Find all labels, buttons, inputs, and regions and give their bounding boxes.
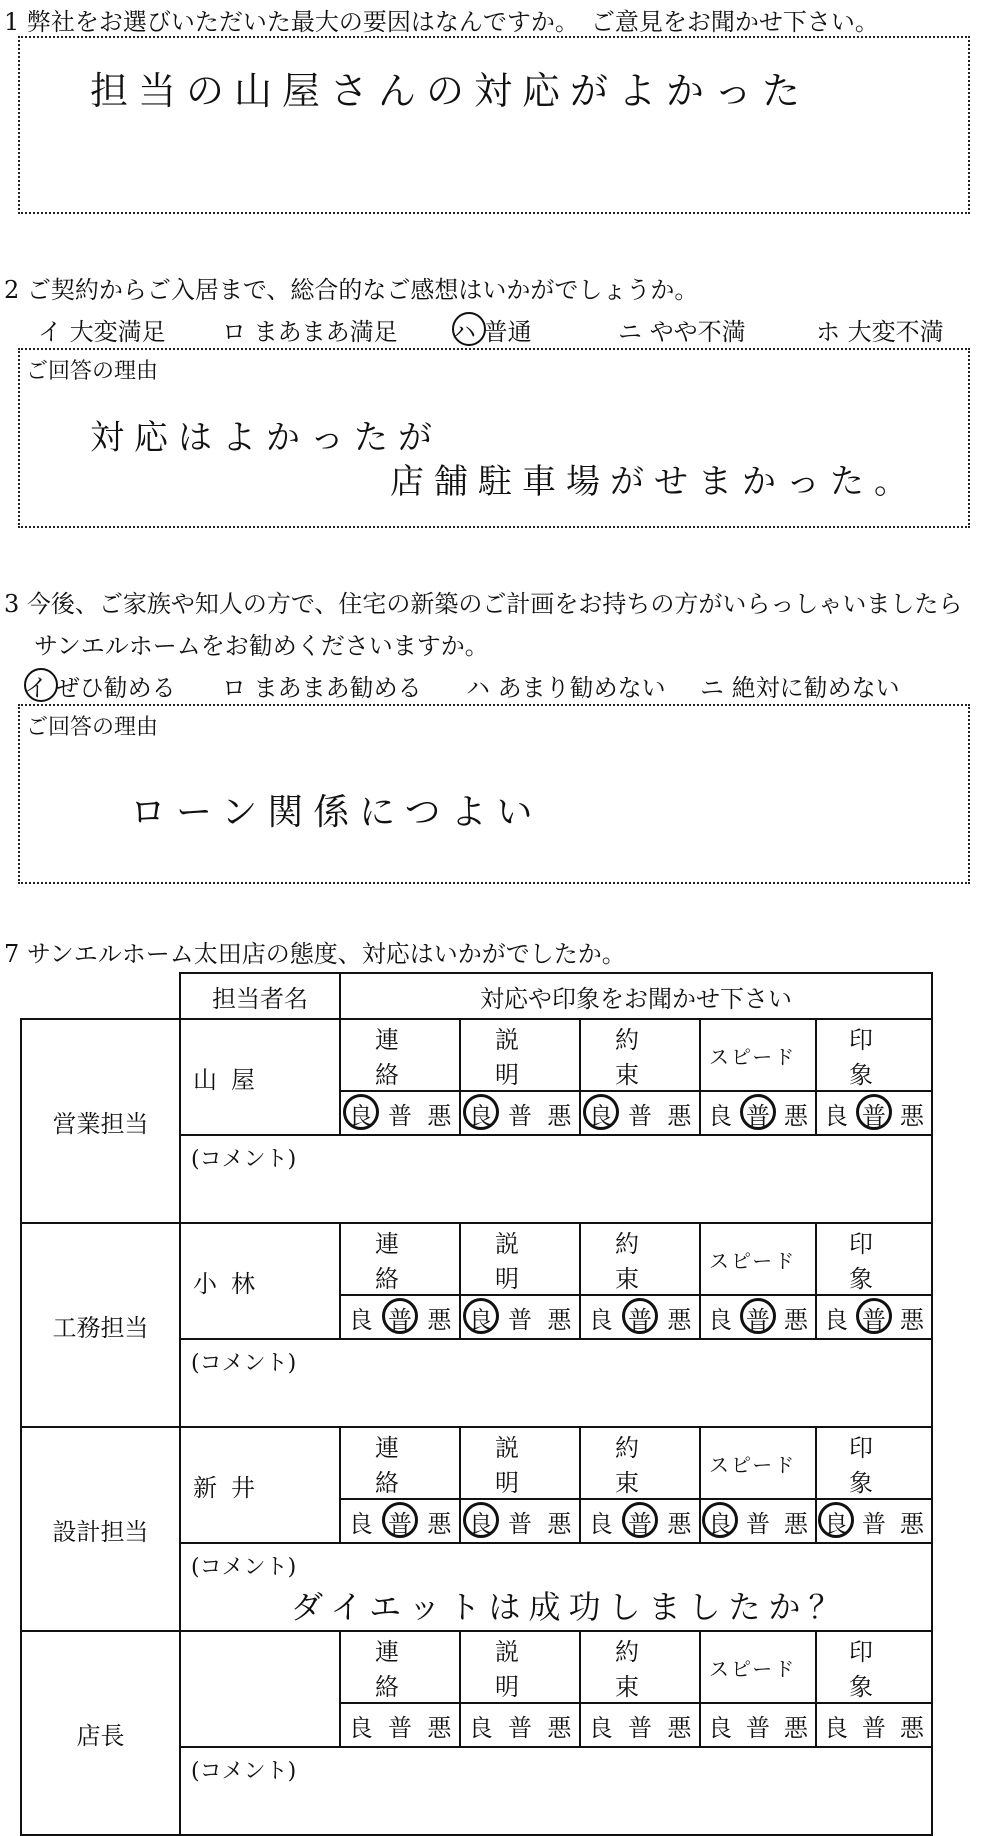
criterion-label: 説明 (495, 1638, 553, 1701)
q7-header-eval: 対応や印象をお聞かせ下さい (340, 973, 932, 1019)
q7-rating-sales-3[interactable] (700, 1091, 816, 1135)
q7-rating-construction-2[interactable] (580, 1295, 700, 1339)
rating-good[interactable]: 良 (588, 1713, 613, 1742)
criterion-label: 約束 (615, 1230, 673, 1293)
q2-reason-line2: 店舗駐車場がせまかった。 (390, 462, 918, 502)
criterion-label: 連絡 (375, 1638, 433, 1701)
q2-option-2[interactable]: ハ 普通 (452, 318, 532, 346)
criterion-label: 連絡 (375, 1230, 433, 1293)
rating-bad[interactable]: 悪 (667, 1101, 692, 1130)
rating-good[interactable]: 良 (708, 1713, 732, 1742)
rating-good[interactable]: 良 (708, 1101, 732, 1130)
q2-option-1[interactable]: ロ まあまあ満足 (222, 318, 398, 346)
rating-bad[interactable]: 悪 (784, 1509, 808, 1538)
rating-good[interactable]: 良 (588, 1305, 613, 1334)
q7-criterion-construction-0 (340, 1223, 460, 1295)
q7-person-design: 新井 (180, 1427, 340, 1543)
q7-criterion-construction-4 (816, 1223, 932, 1295)
q7-evaluation-table (20, 972, 933, 1836)
q7-rating-sales-1[interactable] (460, 1091, 580, 1135)
rating-normal[interactable]: 普 (862, 1713, 886, 1742)
criterion-label: スピード (709, 1656, 797, 1681)
rating-good[interactable]: 良 (348, 1509, 373, 1538)
q3-option-1[interactable]: ロ まあまあ勧める (222, 674, 422, 702)
q7-rating-manager-4[interactable] (816, 1703, 932, 1747)
q2-selected-circle (452, 312, 486, 346)
q2-question: 2 ご契約からご入居まで、総合的なご感想はいかがでしょうか。 (4, 276, 699, 304)
q7-criterion-manager-3 (700, 1631, 816, 1703)
q3-question-line1: 3 今後、ご家族や知人の方で、住宅の新築のご計画をお持ちの方がいらっしゃいましたら (4, 590, 963, 618)
rating-normal[interactable]: 普 (507, 1305, 532, 1334)
q7-criterion-design-0 (340, 1427, 460, 1499)
comment-label: (コメント) (191, 1759, 297, 1784)
rating-good[interactable]: 良 (824, 1713, 848, 1742)
criterion-label: 印象 (849, 1434, 907, 1497)
q7-person-manager (180, 1631, 340, 1747)
rating-good[interactable]: 良 (466, 1300, 496, 1335)
q7-criterion-manager-4 (816, 1631, 932, 1703)
q7-criterion-manager-1 (460, 1631, 580, 1703)
comment-label: (コメント) (191, 1555, 297, 1580)
rating-bad[interactable]: 悪 (667, 1713, 692, 1742)
rating-bad[interactable]: 悪 (547, 1509, 572, 1538)
q7-criterion-manager-2 (580, 1631, 700, 1703)
rating-normal[interactable]: 普 (625, 1300, 655, 1335)
q7-header-person: 担当者名 (180, 973, 340, 1019)
q7-criterion-sales-4 (816, 1019, 932, 1091)
comment-text: ダイエットは成功しましたか？ (291, 1588, 849, 1626)
rating-normal[interactable]: 普 (627, 1101, 652, 1130)
rating-bad[interactable]: 悪 (784, 1305, 808, 1334)
criterion-label: 約束 (615, 1026, 673, 1089)
q3-question-line2: サンエルホームをお勧めくださいますか。 (34, 632, 489, 660)
rating-normal[interactable]: 普 (385, 1504, 415, 1539)
rating-good[interactable]: 良 (588, 1509, 613, 1538)
criterion-label: スピード (709, 1044, 797, 1069)
q3-reason-label: ご回答の理由 (26, 715, 159, 740)
criterion-label: スピード (709, 1452, 797, 1477)
rating-good[interactable]: 良 (468, 1713, 493, 1742)
criterion-label: 説明 (495, 1026, 553, 1089)
rating-good[interactable]: 良 (708, 1305, 732, 1334)
rating-bad[interactable]: 悪 (547, 1101, 572, 1130)
q7-criterion-construction-2 (580, 1223, 700, 1295)
rating-normal[interactable]: 普 (385, 1300, 415, 1335)
q7-criterion-sales-3 (700, 1019, 816, 1091)
q7-person-sales: 山屋 (180, 1019, 340, 1135)
q3-option-2[interactable]: ハ あまり勧めない (466, 674, 666, 702)
rating-bad[interactable]: 悪 (900, 1509, 924, 1538)
q7-rating-design-1[interactable] (460, 1499, 580, 1543)
rating-bad[interactable]: 悪 (427, 1305, 452, 1334)
rating-normal[interactable]: 普 (862, 1509, 886, 1538)
q7-rating-construction-0[interactable] (340, 1295, 460, 1339)
rating-good[interactable]: 良 (824, 1101, 848, 1130)
q1-question: 1 弊社をお選びいただいた最大の要因はなんですか。 ご意見をお聞かせ下さい。 (4, 8, 879, 36)
rating-bad[interactable]: 悪 (900, 1305, 924, 1334)
criterion-label: 約束 (615, 1434, 673, 1497)
rating-good[interactable]: 良 (346, 1096, 376, 1131)
q7-rating-manager-2[interactable] (580, 1703, 700, 1747)
q7-rating-sales-2[interactable] (580, 1091, 700, 1135)
q7-criterion-construction-3 (700, 1223, 816, 1295)
criterion-label: 説明 (495, 1434, 553, 1497)
q7-category-sales: 営業担当 (21, 1019, 180, 1223)
q7-criterion-design-2 (580, 1427, 700, 1499)
q7-criterion-design-3 (700, 1427, 816, 1499)
rating-bad[interactable]: 悪 (427, 1509, 452, 1538)
rating-normal[interactable]: 普 (625, 1504, 655, 1539)
q7-criterion-design-1 (460, 1427, 580, 1499)
q7-rating-construction-3[interactable] (700, 1295, 816, 1339)
q7-rating-sales-0[interactable] (340, 1091, 460, 1135)
q3-option-0[interactable]: イ ぜひ勧める (24, 674, 176, 702)
rating-good[interactable]: 良 (586, 1096, 616, 1131)
rating-normal[interactable]: 普 (627, 1713, 652, 1742)
criterion-label: 連絡 (375, 1434, 433, 1497)
rating-good[interactable]: 良 (705, 1504, 735, 1539)
q7-criterion-sales-1 (460, 1019, 580, 1091)
rating-good[interactable]: 良 (466, 1504, 496, 1539)
q7-rating-sales-4[interactable] (816, 1091, 932, 1135)
q7-rating-manager-0[interactable] (340, 1703, 460, 1747)
q7-rating-design-2[interactable] (580, 1499, 700, 1543)
q7-criterion-design-4 (816, 1427, 932, 1499)
rating-normal[interactable]: 普 (743, 1300, 773, 1335)
rating-bad[interactable]: 悪 (784, 1101, 808, 1130)
comment-label: (コメント) (191, 1147, 297, 1172)
q1-answer-box (18, 36, 970, 214)
rating-bad[interactable]: 悪 (427, 1713, 452, 1742)
rating-bad[interactable]: 悪 (547, 1305, 572, 1334)
q7-rating-construction-1[interactable] (460, 1295, 580, 1339)
rating-bad[interactable]: 悪 (784, 1713, 808, 1742)
rating-normal[interactable]: 普 (746, 1713, 770, 1742)
q7-rating-construction-4[interactable] (816, 1295, 932, 1339)
q7-rating-design-0[interactable] (340, 1499, 460, 1543)
q3-selected-circle (24, 668, 58, 702)
q2-option-3[interactable]: ニ やや不満 (618, 318, 746, 346)
rating-normal[interactable]: 普 (387, 1713, 412, 1742)
criterion-label: 説明 (495, 1230, 553, 1293)
q7-category-design: 設計担当 (21, 1427, 180, 1631)
q2-option-0[interactable]: イ 大変満足 (38, 318, 166, 346)
rating-normal[interactable]: 普 (743, 1096, 773, 1131)
q7-criterion-manager-0 (340, 1631, 460, 1703)
rating-bad[interactable]: 悪 (427, 1101, 452, 1130)
q7-criterion-sales-0 (340, 1019, 460, 1091)
q2-reason-label: ご回答の理由 (26, 359, 159, 384)
rating-good[interactable]: 良 (348, 1305, 373, 1334)
q2-reason-box (18, 348, 970, 528)
rating-bad[interactable]: 悪 (547, 1713, 572, 1742)
rating-normal[interactable]: 普 (507, 1509, 532, 1538)
rating-bad[interactable]: 悪 (900, 1713, 924, 1742)
q7-rating-design-4[interactable] (816, 1499, 932, 1543)
q7-criterion-sales-2 (580, 1019, 700, 1091)
rating-normal[interactable]: 普 (859, 1096, 889, 1131)
q7-category-manager: 店長 (21, 1631, 180, 1835)
q7-question: 7 サンエルホーム太田店の態度、対応はいかがでしたか。 (4, 940, 626, 968)
q7-rating-manager-1[interactable] (460, 1703, 580, 1747)
rating-good[interactable]: 良 (348, 1713, 373, 1742)
criterion-label: 印象 (849, 1026, 907, 1089)
q1-answer: 担当の山屋さんの対応がよかった (90, 69, 811, 113)
q7-rating-design-3[interactable] (700, 1499, 816, 1543)
q3-reason-box (18, 704, 970, 884)
rating-good[interactable]: 良 (821, 1504, 851, 1539)
q3-option-3[interactable]: ニ 絶対に勧めない (700, 674, 900, 702)
rating-bad[interactable]: 悪 (900, 1101, 924, 1130)
criterion-label: 印象 (849, 1638, 907, 1701)
rating-normal[interactable]: 普 (507, 1101, 532, 1130)
rating-normal[interactable]: 普 (507, 1713, 532, 1742)
q7-comment-manager[interactable] (180, 1747, 932, 1835)
q7-rating-manager-3[interactable] (700, 1703, 816, 1747)
q7-person-construction: 小林 (180, 1223, 340, 1339)
criterion-label: スピード (709, 1248, 797, 1273)
criterion-label: 印象 (849, 1230, 907, 1293)
criterion-label: 約束 (615, 1638, 673, 1701)
q7-criterion-construction-1 (460, 1223, 580, 1295)
rating-normal[interactable]: 普 (746, 1509, 770, 1538)
rating-good[interactable]: 良 (466, 1096, 496, 1131)
q2-option-4[interactable]: ホ 大変不満 (816, 318, 944, 346)
q7-comment-construction[interactable] (180, 1339, 932, 1427)
rating-bad[interactable]: 悪 (667, 1305, 692, 1334)
comment-label: (コメント) (191, 1351, 297, 1376)
rating-good[interactable]: 良 (824, 1305, 848, 1334)
rating-normal[interactable]: 普 (859, 1300, 889, 1335)
q7-comment-design[interactable] (180, 1543, 932, 1631)
rating-bad[interactable]: 悪 (667, 1509, 692, 1538)
q7-category-construction: 工務担当 (21, 1223, 180, 1427)
criterion-label: 連絡 (375, 1026, 433, 1089)
q2-reason-line1: 対応はよかったが (90, 418, 442, 458)
rating-normal[interactable]: 普 (387, 1101, 412, 1130)
q7-comment-sales[interactable] (180, 1135, 932, 1223)
q3-reason: ローン関係につよい (130, 792, 543, 833)
